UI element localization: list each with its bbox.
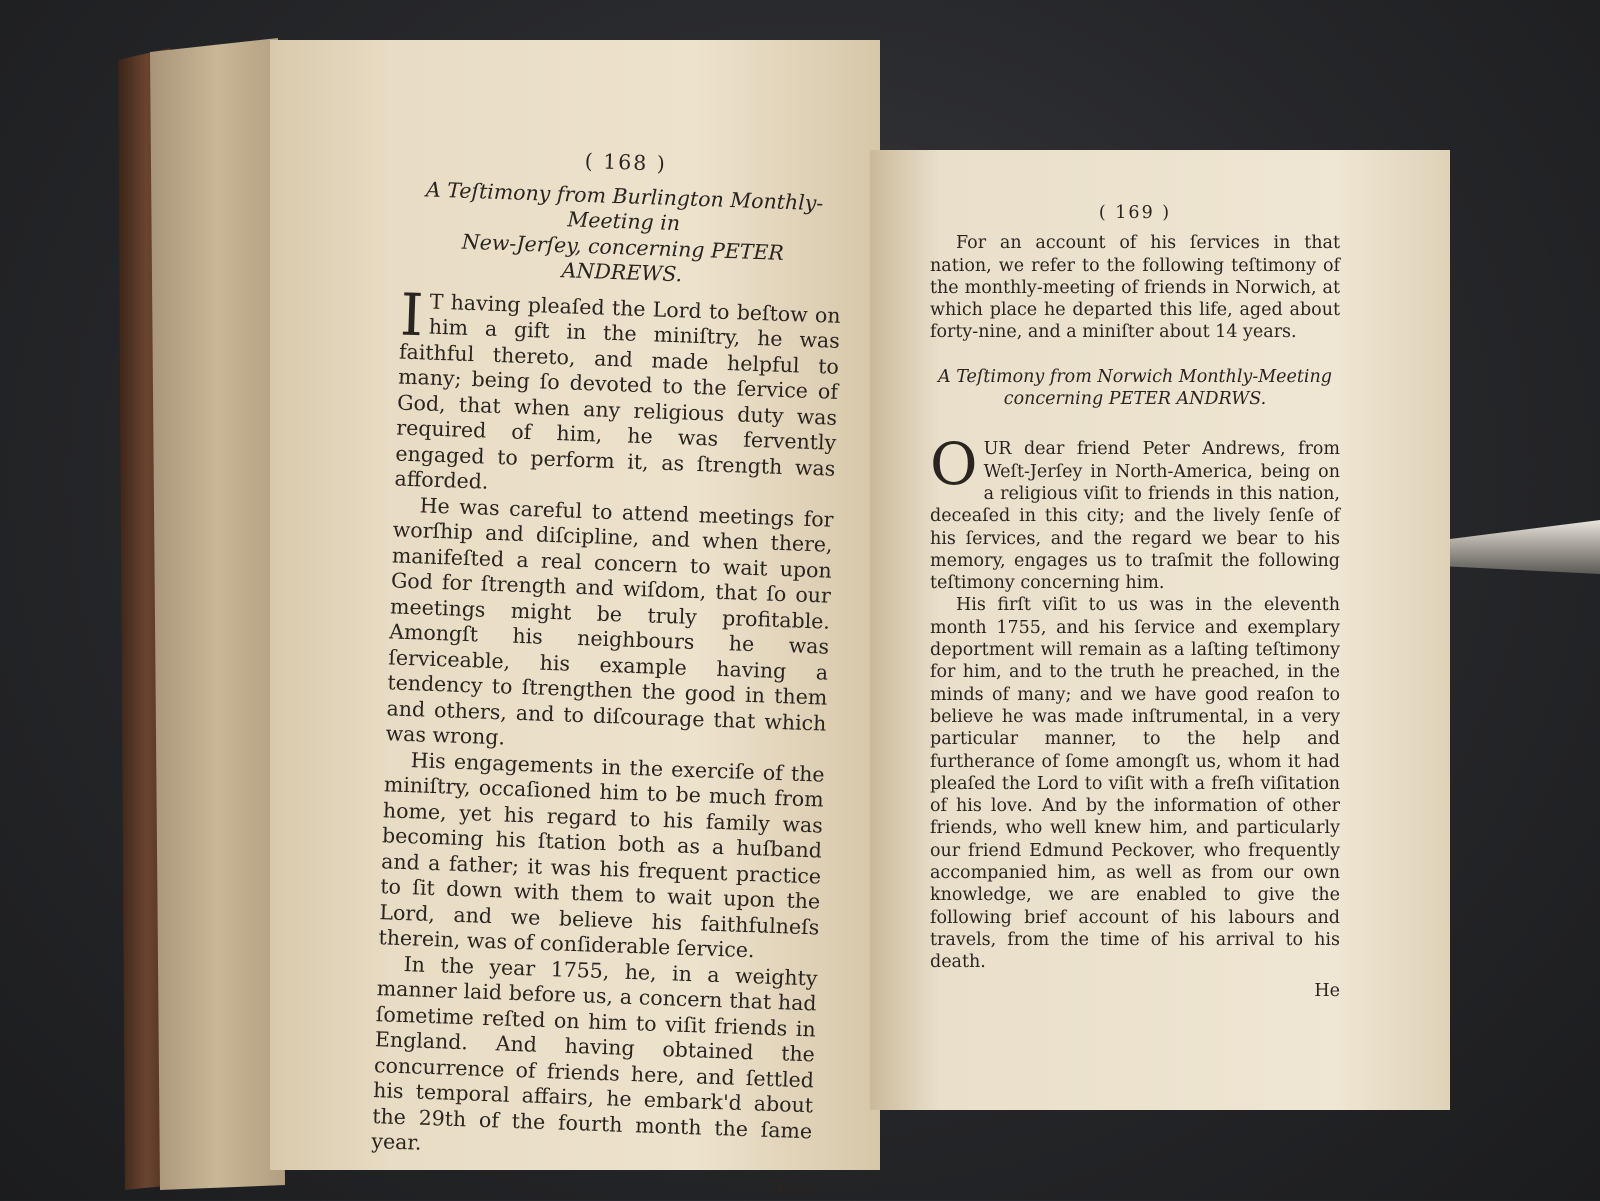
left-paragraph-1 <box>394 280 842 507</box>
right-page <box>870 150 1450 1110</box>
page-number-169: ( 169 ) <box>1098 203 1172 223</box>
right-dropcap: O <box>930 430 978 499</box>
right-intro-paragraph: For an account of his ſervices in that nation, we refer to the following teſtimony of the monthly-meeting of friends in Norwich, at which place he departed this life, aged about forty-nine, and a miniſter about 14 years. <box>930 233 1340 343</box>
right-heading-line1: A Teſtimony from Norwich Monthly-Meeting <box>938 366 1332 387</box>
right-page-text <box>930 202 1340 1002</box>
right-paragraph-1-text: UR dear friend Peter Andrews, from Weſt-Jerſey in North-America, being on a religious viſit to friends in this nation, deceaſed in this city; and the lively ſenſe of his ſervices, and the regard we bear to his memory, engages us to traſmit the following teſtimony concerning him. <box>930 439 1340 594</box>
left-page-text <box>370 143 846 1201</box>
right-catchword: He <box>1314 980 1340 1001</box>
right-heading-line2: concerning PETER ANDRWS. <box>1003 389 1267 410</box>
page-number-168: ( 168 ) <box>584 148 668 176</box>
left-heading-line1: A Teſtimony from Burlington Monthly-Meeting in <box>425 176 824 236</box>
right-paragraph-1 <box>930 430 1340 594</box>
right-page-heading <box>930 366 1340 411</box>
left-page-heading <box>402 176 845 293</box>
left-catchword: For <box>774 1174 811 1200</box>
left-paragraph-4: In the year 1755, he, in a weighty manner laid before us, a concern that had ſometime reſted on him to viſit friends in England. And having obtained the concurrence of friends here, and ſettled his temporal affairs, he embark'd about the 29th of the fourth month the ſame year. <box>371 951 818 1155</box>
left-paragraph-2: He was careful to attend meetings for worſhip and diſcipline, and when there, manifeſted a real concern to wait upon God for ſtrength and wiſdom, that ſo our meetings might be truly profitable. Amongſt his neighbours he was ſerviceable, his example having a tendency to ſtrengthen the good in them and others, and to diſcourage that which was wrong. <box>385 492 834 750</box>
left-dropcap: I <box>399 280 425 349</box>
left-heading-line2: New-Jerſey, concerning PETER ANDREWS. <box>461 229 785 287</box>
right-paragraph-2: His firſt viſit to us was in the eleventh month 1755, and his ſervice and exemplary deportment will remain as a laſting teſtimony for him, and to the truth he preached, in the minds of many; and we have good reaſon to believe he was made inſtrumental, in a very particular manner, to the help and furtherance of ſome amongſt us, whom it had pleaſed the Lord to viſit with a freſh viſitation of his love. And by the information of other friends, who well knew him, and particularly our friend Edmund Peckover, who frequently accompanied him, as well as from our own knowledge, we are enabled to give the following brief account of his labours and travels, from the time of his arrival to his death. <box>930 595 1340 973</box>
left-page-edges <box>150 38 285 1190</box>
left-paragraph-1-text: T having pleaſed the Lord to beſtow on him a gift in the miniſtry, he was faithful thereto, and made helpful to many; being ſo devoted to the ſervice of God, that when any religious duty was required of him, he was fervently engaged to perform it, as ſtrength was afforded. <box>394 289 842 494</box>
left-paragraph-3: His engagements in the exerciſe of the miniſtry, occaſioned him to be much from home, yet his regard to his family was becoming his ſtation both as a huſband and a father; it was his frequent practice to ſit down with them to wait upon the Lord, and we believe his faithfulneſs therein, was of conſiderable ſervice. <box>378 747 825 963</box>
left-page <box>270 40 880 1200</box>
